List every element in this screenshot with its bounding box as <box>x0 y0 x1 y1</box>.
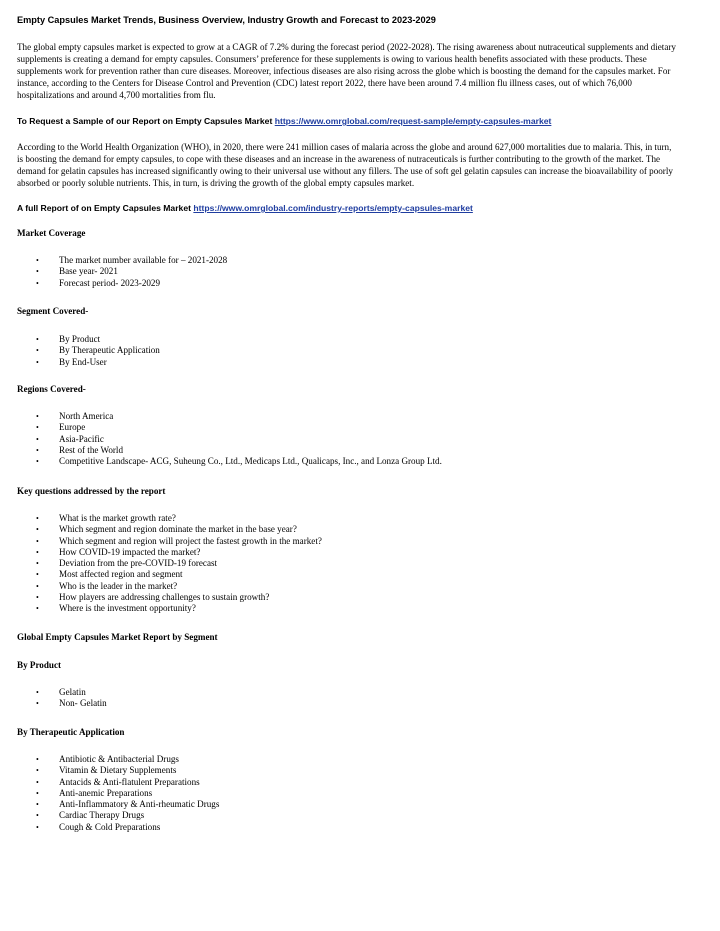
by-therapeutic-heading: By Therapeutic Application <box>17 727 125 737</box>
list-item: • Deviation from the pre-COVID-19 forecast <box>36 558 218 569</box>
sample-request-link[interactable]: https://www.omrglobal.com/request-sample/empty-capsules-market <box>274 116 552 126</box>
who-line: is boosting the demand for empty capsules, to cope with these diseases and an increase in the awareness of nutraceuticals is further contributing to the growth of the market. The <box>17 154 661 165</box>
who-line: demand for gelatin capsules has increased significantly owing to their universal use without any fillers. The use of soft gel gelatin capsules can increase the bioavailability of poorly <box>17 166 673 177</box>
key-questions-list <box>0 513 322 615</box>
list-item: • Cough & Cold Preparations <box>36 821 161 832</box>
list-item: • How COVID-19 impacted the market? <box>36 546 201 557</box>
full-report-label: A full Report of on Empty Capsules Market <box>17 203 191 213</box>
who-line: According to the World Health Organization (WHO), in 2020, there were 241 million cases of malaria across the globe and around 627,000 mortalities due to malaria. This, in turn, <box>17 142 672 152</box>
full-report-link[interactable]: https://www.omrglobal.com/industry-reports/empty-capsules-market <box>193 203 473 213</box>
by-product-list <box>0 687 107 710</box>
list-item: • Rest of the World <box>36 444 124 455</box>
list-item: • Base year- 2021 <box>36 266 118 277</box>
segment-covered-list <box>0 334 160 368</box>
list-item: • Which segment and region will project the fastest growth in the market? <box>36 535 322 546</box>
list-item: • What is the market growth rate? <box>36 513 176 523</box>
intro-line: The global empty capsules market is expected to grow at a CAGR of 7.2% during the forecast period (2022-2028). The rising awareness about nutraceutical supplements and dietary <box>17 42 676 52</box>
intro-line: supplements work for prevention rather than cure diseases. Moreover, infectious diseases are also rising across the globe which is boosting the demand for the capsules market. For <box>17 66 671 77</box>
list-item: • Competitive Landscape- ACG, Suheung Co., Ltd., Medicaps Ltd., Qualicaps, Inc., and Lonza Group Ltd. <box>36 456 442 467</box>
list-item: • Most affected region and segment <box>36 569 183 580</box>
sample-request-label: To Request a Sample of our Report on Empty Capsules Market <box>17 116 273 126</box>
key-questions-heading: Key questions addressed by the report <box>17 486 166 496</box>
regions-covered-heading: Regions Covered- <box>17 384 86 394</box>
segment-covered-heading: Segment Covered- <box>17 306 89 316</box>
market-coverage-list <box>0 255 227 289</box>
document-title: Empty Capsules Market Trends, Business Overview, Industry Growth and Forecast to 2023-2029 <box>17 15 436 25</box>
full-report-line <box>17 203 473 213</box>
list-item: • How players are addressing challenges to sustain growth? <box>36 592 270 603</box>
intro-line: hospitalizations and around 4,700 mortalities from flu. <box>17 90 216 101</box>
list-item: • Anti-anemic Preparations <box>36 787 153 798</box>
list-item: • Antacids & Anti-flatulent Preparations <box>36 776 200 787</box>
list-item: • North America <box>36 411 114 421</box>
sample-request-line <box>17 116 551 126</box>
list-item: • Where is the investment opportunity? <box>36 603 196 614</box>
list-item: • Gelatin <box>36 687 86 697</box>
list-item: • By Therapeutic Application <box>36 345 160 356</box>
list-item: • Europe <box>36 422 86 433</box>
by-therapeutic-list <box>0 754 219 833</box>
list-item: • Who is the leader in the market? <box>36 580 178 591</box>
list-item: • The market number available for – 2021-2028 <box>36 255 228 265</box>
intro-line: instance, according to the Centers for Disease Control and Prevention (CDC) latest report 2022, there have been around 7.4 million flu illness cases, out of which 76,000 <box>17 78 632 89</box>
list-item: • By Product <box>36 334 101 344</box>
who-line: absorbed or poorly soluble nutrients. This, in turn, is driving the growth of the global empty capsules market. <box>17 178 415 189</box>
list-item: • Non- Gelatin <box>36 698 107 709</box>
list-item: • Asia-Pacific <box>36 433 104 444</box>
by-product-heading: By Product <box>17 660 62 670</box>
list-item: • Cardiac Therapy Drugs <box>36 810 145 821</box>
market-coverage-heading: Market Coverage <box>17 228 86 238</box>
who-paragraph <box>17 141 707 189</box>
segment-report-heading: Global Empty Capsules Market Report by Segment <box>17 632 218 642</box>
list-item: • Which segment and region dominate the market in the base year? <box>36 524 297 535</box>
list-item: • Antibiotic & Antibacterial Drugs <box>36 754 179 764</box>
list-item: • Vitamin & Dietary Supplements <box>36 765 177 776</box>
intro-paragraph <box>17 41 707 101</box>
list-item: • By End-User <box>36 356 107 367</box>
list-item: • Forecast period- 2023-2029 <box>36 277 161 288</box>
intro-line: supplements is creating a demand for empty capsules. Consumers’ preference for these supplements is owing to various health benefits associated with these products. These <box>17 54 647 65</box>
list-item: • Anti-Inflammatory & Anti-rheumatic Drugs <box>36 799 220 810</box>
regions-covered-list <box>0 411 442 467</box>
